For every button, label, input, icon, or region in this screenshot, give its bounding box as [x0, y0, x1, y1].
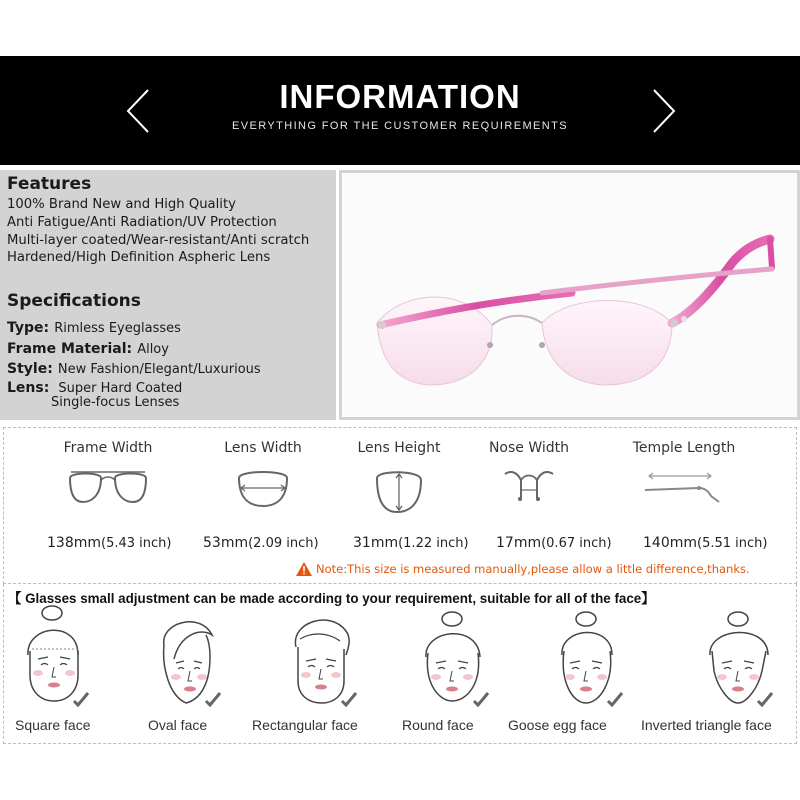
goose-egg-face-icon [534, 605, 644, 715]
spec-key: Type: [7, 320, 50, 336]
spec-type [7, 317, 181, 336]
feature-line: Multi-layer coated/Wear-resistant/Anti scratch [7, 233, 310, 248]
spec-key: Style: [7, 361, 53, 377]
face-label: Inverted triangle face [641, 717, 772, 733]
size-inch: (5.51 inch) [697, 536, 768, 551]
oval-face-icon [140, 605, 250, 715]
lens-width-icon [233, 466, 293, 510]
size-temple-length [609, 440, 759, 510]
rimless-glasses-image [342, 173, 797, 417]
rectangular-face-icon [270, 605, 380, 715]
size-label: Temple Length [632, 440, 736, 456]
header-banner [0, 56, 800, 165]
size-label: Lens Height [357, 440, 441, 456]
feature-line: Anti Fatigue/Anti Radiation/UV Protection [7, 215, 277, 230]
face-label: Rectangular face [252, 717, 358, 733]
page-title: INFORMATION [279, 78, 521, 115]
feature-line: Hardened/High Definition Aspheric Lens [7, 250, 271, 265]
spec-value: Rimless Eyeglasses [54, 321, 181, 336]
size-mm: 31mm [353, 535, 399, 551]
size-value [353, 532, 469, 551]
product-photo [339, 170, 800, 420]
size-value [47, 532, 171, 551]
spec-style [7, 358, 261, 377]
spec-value: New Fashion/Elegant/Luxurious [57, 362, 261, 377]
inverted-triangle-face-icon [686, 605, 796, 715]
spec-key: Frame Material: [7, 341, 133, 357]
spec-key: Lens: [7, 380, 50, 396]
frame-width-icon [63, 466, 153, 510]
size-mm: 53mm [203, 535, 249, 551]
spec-value: Single-focus Lenses [51, 395, 180, 410]
size-inch: (0.67 inch) [541, 536, 612, 551]
spec-value: Alloy [137, 342, 169, 357]
nose-width-icon [499, 466, 559, 510]
temple-length-icon [639, 466, 729, 510]
face-label: Oval face [148, 717, 208, 733]
note-text: Note:This size is measured manually,please allow a little difference,thanks. [316, 562, 750, 576]
spec-value: Super Hard Coated [58, 381, 183, 396]
size-label: Frame Width [63, 440, 153, 456]
chevron-right-icon[interactable] [644, 86, 684, 136]
face-label: Goose egg face [508, 717, 607, 733]
size-value [203, 532, 319, 551]
size-value [643, 532, 767, 551]
size-inch: (5.43 inch) [101, 536, 172, 551]
face-label: Round face [402, 717, 474, 733]
size-label: Nose Width [488, 440, 570, 456]
size-frame-width [33, 440, 183, 510]
feature-line: 100% Brand New and High Quality [7, 197, 236, 212]
size-mm: 140mm [643, 535, 697, 551]
spec-frame-material [7, 338, 169, 357]
size-mm: 17mm [496, 535, 542, 551]
spec-lens [7, 377, 182, 396]
size-lens-width [188, 440, 338, 510]
page-subtitle: EVERYTHING FOR THE CUSTOMER REQUIREMENTS [232, 120, 568, 132]
adjustment-note: 【 Glasses small adjustment can be made according to your requirement, suitable for all of the face】 [8, 591, 655, 606]
lens-height-icon [369, 466, 429, 516]
warning-icon [296, 562, 312, 576]
size-note [296, 562, 750, 576]
specifications-heading: Specifications [7, 291, 141, 311]
size-value [496, 532, 612, 551]
size-mm: 138mm [47, 535, 101, 551]
size-nose-width [454, 440, 604, 510]
round-face-icon [400, 605, 510, 715]
size-inch: (2.09 inch) [248, 536, 319, 551]
size-lens-height [324, 440, 474, 516]
features-heading: Features [7, 174, 92, 194]
size-label: Lens Width [224, 440, 302, 456]
size-inch: (1.22 inch) [398, 536, 469, 551]
square-face-icon [8, 605, 118, 715]
face-label: Square face [15, 717, 91, 733]
features-panel [0, 170, 336, 420]
